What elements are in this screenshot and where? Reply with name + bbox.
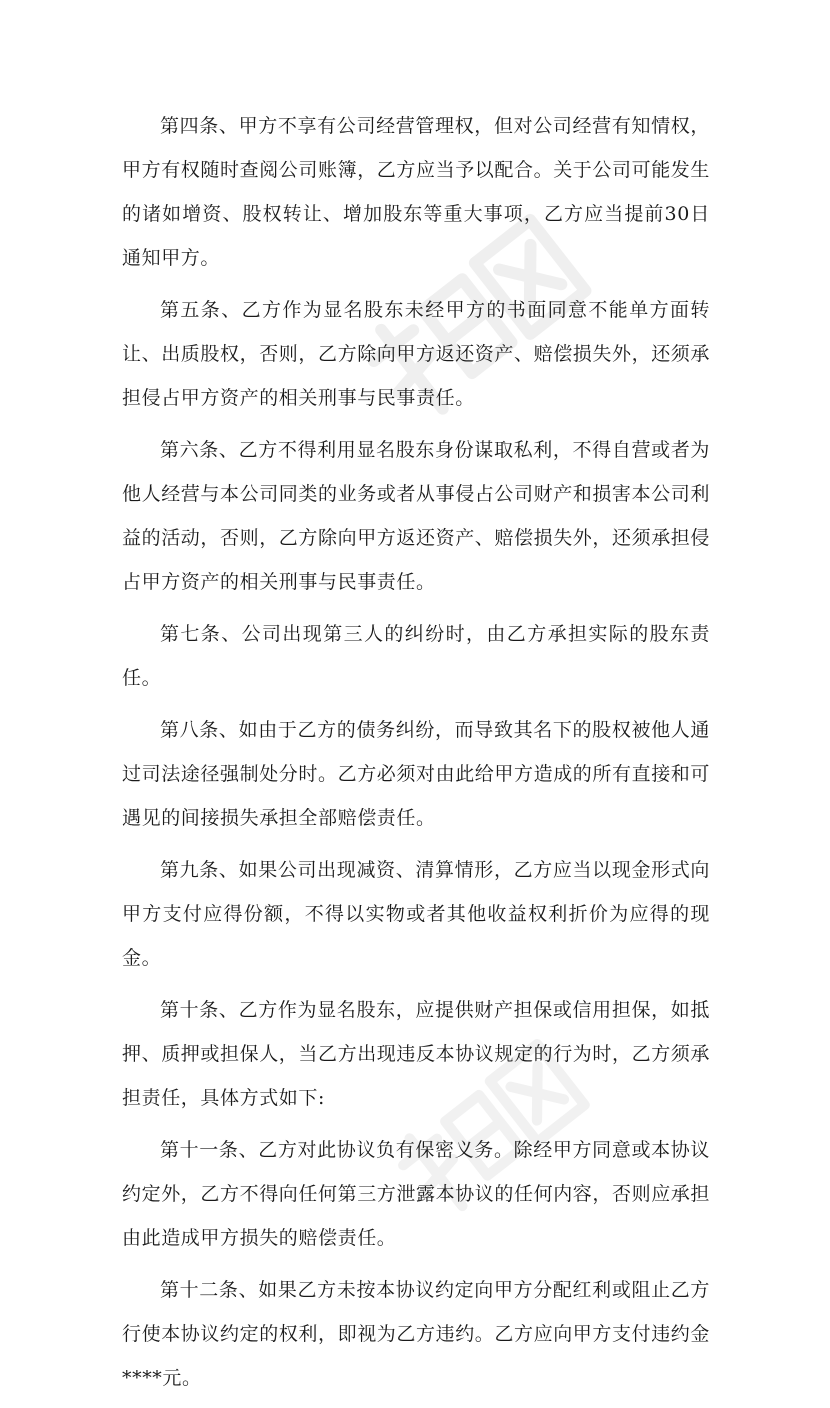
article-6-paragraph: 第六条、乙方不得利用显名股东身份谋取私利，不得自营或者为他人经营与本公司同类的业务或者从事侵占公司财产和损害本公司利益的活动，否则，乙方除向甲方返还资产、赔偿损失外，还须承担侵占甲方资产的相关刑事与民事责任。 bbox=[122, 439, 711, 593]
article-10-paragraph: 第十条、乙方作为显名股东，应提供财产担保或信用担保，如抵押、质押或担保人，当乙方出现违反本协议规定的行为时，乙方须承担责任，具体方式如下: bbox=[122, 999, 711, 1109]
article-11-paragraph: 第十一条、乙方对此协议负有保密义务。除经甲方同意或本协议约定外，乙方不得向任何第三方泄露本协议的任何内容，否则应承担由此造成甲方损失的赔偿责任。 bbox=[122, 1139, 711, 1249]
article-12-paragraph: 第十二条、如果乙方未按本协议约定向甲方分配红利或阻止乙方行使本协议约定的权利，即视为乙方违约。乙方应向甲方支付违约金****元。 bbox=[122, 1279, 711, 1389]
document-body bbox=[122, 104, 710, 1408]
article-7-paragraph: 第七条、公司出现第三人的纠纷时，由乙方承担实际的股东责任。 bbox=[122, 623, 710, 689]
article-4-paragraph: 第四条、甲方不享有公司经营管理权，但对公司经营有知情权，甲方有权随时查阅公司账簿，乙方应当予以配合。关于公司可能发生的诸如增资、股权转让、增加股东等重大事项，乙方应当提前30日通知甲方。 bbox=[122, 115, 711, 269]
article-9-paragraph: 第九条、如果公司出现减资、清算情形，乙方应当以现金形式向甲方支付应得份额，不得以实物或者其他收益权利折价为应得的现金。 bbox=[122, 859, 710, 969]
article-5-paragraph: 第五条、乙方作为显名股东未经甲方的书面同意不能单方面转让、出质股权，否则，乙方除向甲方返还资产、赔偿损失外，还须承担侵占甲方资产的相关刑事与民事责任。 bbox=[122, 299, 711, 409]
article-8-paragraph: 第八条、如由于乙方的债务纠纷，而导致其名下的股权被他人通过司法途径强制处分时。乙方必须对由此给甲方造成的所有直接和可遇见的间接损失承担全部赔偿责任。 bbox=[122, 719, 711, 829]
